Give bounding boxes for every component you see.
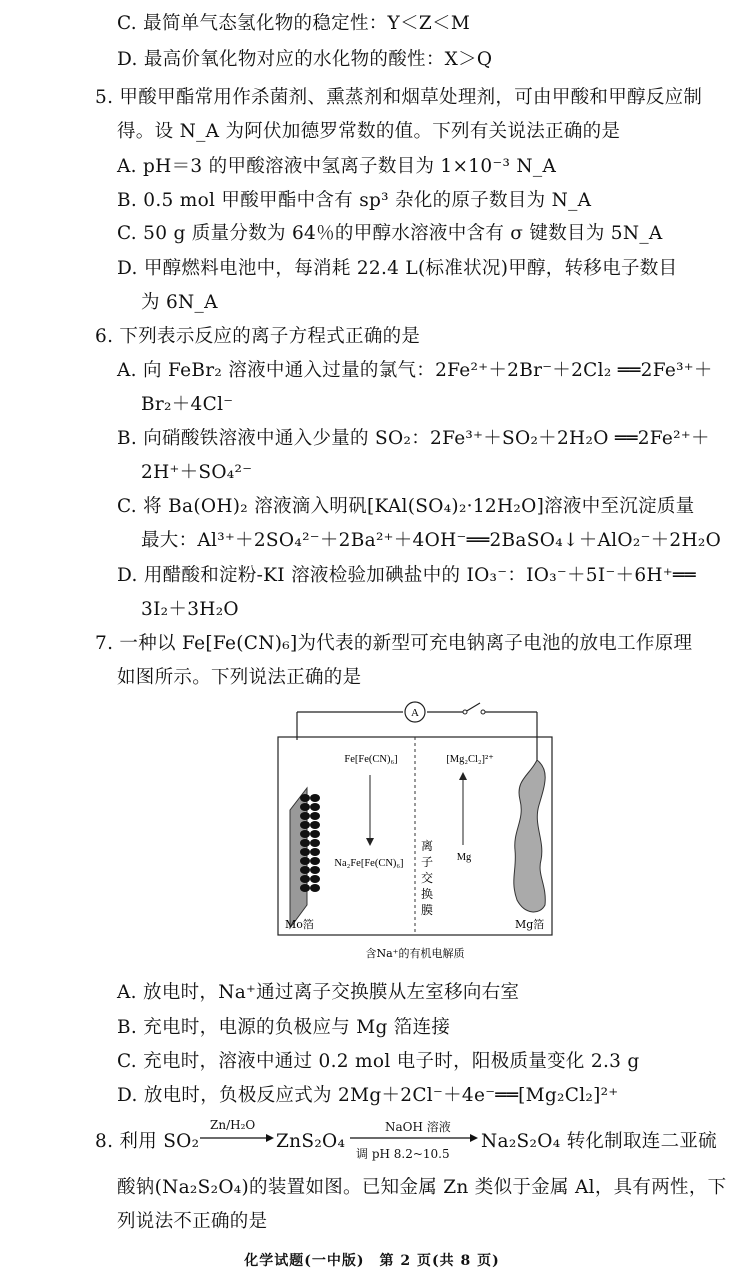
mg-foil-electrode: [514, 760, 545, 912]
option-line: D. 最高价氧化物对应的水化物的酸性：X＞Q: [117, 49, 493, 70]
option-line-cont: 2H⁺＋SO₄²⁻: [141, 462, 253, 483]
question-7-stem: 7. 一种以 Fe[Fe(CN)₆]为代表的新型可充电钠离子电池的放电工作原理: [95, 633, 693, 654]
arrow2-condition: 调 pH 8.2~10.5: [356, 1147, 450, 1161]
question-8-stem-cont: 列说法不正确的是: [117, 1211, 268, 1232]
option-line-cont: 3I₂＋3H₂O: [141, 599, 239, 620]
question-7-stem-cont: 如图所示。下列说法正确的是: [117, 667, 362, 688]
mg-foil-label: Mg箔: [515, 918, 545, 931]
arrow1-reagent: Zn/H₂O: [210, 1118, 256, 1132]
electrolyte-caption: 含Na⁺的有机电解质: [365, 947, 465, 960]
svg-text:子: 子: [420, 855, 434, 869]
right-top-species: [Mg₂Cl₂]²⁺: [446, 754, 494, 765]
question-5-stem-cont: 得。设 N_A 为阿伏加德罗常数的值。下列有关说法正确的是: [117, 121, 621, 142]
page-footer: 化学试题(一中版) 第 2 页(共 8 页): [244, 1253, 500, 1269]
question-5-stem: 5. 甲酸甲酯常用作杀菌剂、熏蒸剂和烟草处理剂，可由甲酸和甲醇反应制: [95, 87, 703, 108]
right-bottom-species: Mg: [456, 852, 472, 863]
option-line: D. 用醋酸和淀粉-KI 溶液检验加碘盐中的 IO₃⁻：IO₃⁻＋5I⁻＋6H⁺══: [117, 565, 696, 586]
left-top-species: Fe[Fe(CN)₆]: [344, 754, 398, 765]
ammeter-label: A: [411, 707, 419, 719]
reaction-arrow-1: [200, 1133, 274, 1143]
svg-text:离: 离: [420, 839, 434, 853]
option-line: B. 充电时，电源的负极应与 Mg 箔连接: [117, 1017, 451, 1038]
svg-text:换: 换: [420, 887, 434, 901]
question-8-stem-end: Na₂S₂O₄ 转化制取连二亚硫: [481, 1131, 717, 1152]
svg-text:膜: 膜: [420, 903, 434, 917]
arrow2-reagent: NaOH 溶液: [385, 1120, 451, 1134]
option-line: C. 充电时，溶液中通过 0.2 mol 电子时，阳极质量变化 2.3 g: [117, 1051, 640, 1072]
option-line: C. 50 g 质量分数为 64％的甲醇水溶液中含有 σ 键数目为 5N_A: [117, 223, 663, 244]
option-line: B. 0.5 mol 甲酸甲酯中含有 sp³ 杂化的原子数目为 N_A: [117, 190, 592, 211]
mo-foil-label: Mo箔: [285, 918, 314, 931]
option-line: C. 最简单气态氢化物的稳定性：Y＜Z＜M: [117, 13, 471, 34]
option-line: D. 放电时，负极反应式为 2Mg＋2Cl⁻＋4e⁻══[Mg₂Cl₂]²⁺: [117, 1085, 619, 1106]
option-line: A. pH＝3 的甲酸溶液中氢离子数目为 1×10⁻³ N_A: [117, 156, 557, 177]
electrode-particles: [300, 794, 320, 892]
membrane-label: [421, 839, 433, 917]
left-bottom-species: Na₂Fe[Fe(CN)₆]: [334, 858, 404, 869]
battery-diagram: [275, 700, 565, 965]
option-line: A. 向 FeBr₂ 溶液中通入过量的氯气：2Fe²⁺＋2Br⁻＋2Cl₂ ══2Fe³⁺＋: [117, 360, 713, 381]
svg-text:交: 交: [420, 871, 434, 885]
question-6-stem: 6. 下列表示反应的离子方程式正确的是: [95, 326, 421, 347]
intermediate-product: ZnS₂O₄: [276, 1131, 346, 1152]
option-line-cont: 最大：Al³⁺＋2SO₄²⁻＋2Ba²⁺＋4OH⁻══2BaSO₄↓＋AlO₂⁻＋2H₂O: [141, 530, 722, 551]
option-line: D. 甲醇燃料电池中，每消耗 22.4 L(标准状况)甲醇，转移电子数目: [117, 258, 678, 279]
option-line: C. 将 Ba(OH)₂ 溶液滴入明矾[KAl(SO₄)₂·12H₂O]溶液中至沉淀质量: [117, 496, 695, 517]
option-line-cont: Br₂＋4Cl⁻: [141, 394, 234, 415]
option-line-cont: 为 6N_A: [141, 292, 218, 313]
option-line: A. 放电时，Na⁺通过离子交换膜从左室移向右室: [117, 982, 520, 1003]
reaction-arrow-2: [350, 1133, 478, 1143]
question-8-stem-start: 8. 利用 SO₂: [95, 1131, 200, 1152]
question-8-stem-cont: 酸钠(Na₂S₂O₄)的装置如图。已知金属 Zn 类似于金属 Al，具有两性，下: [117, 1177, 727, 1198]
option-line: B. 向硝酸铁溶液中通入少量的 SO₂：2Fe³⁺＋SO₂＋2H₂O ══2Fe²⁺＋: [117, 428, 710, 449]
